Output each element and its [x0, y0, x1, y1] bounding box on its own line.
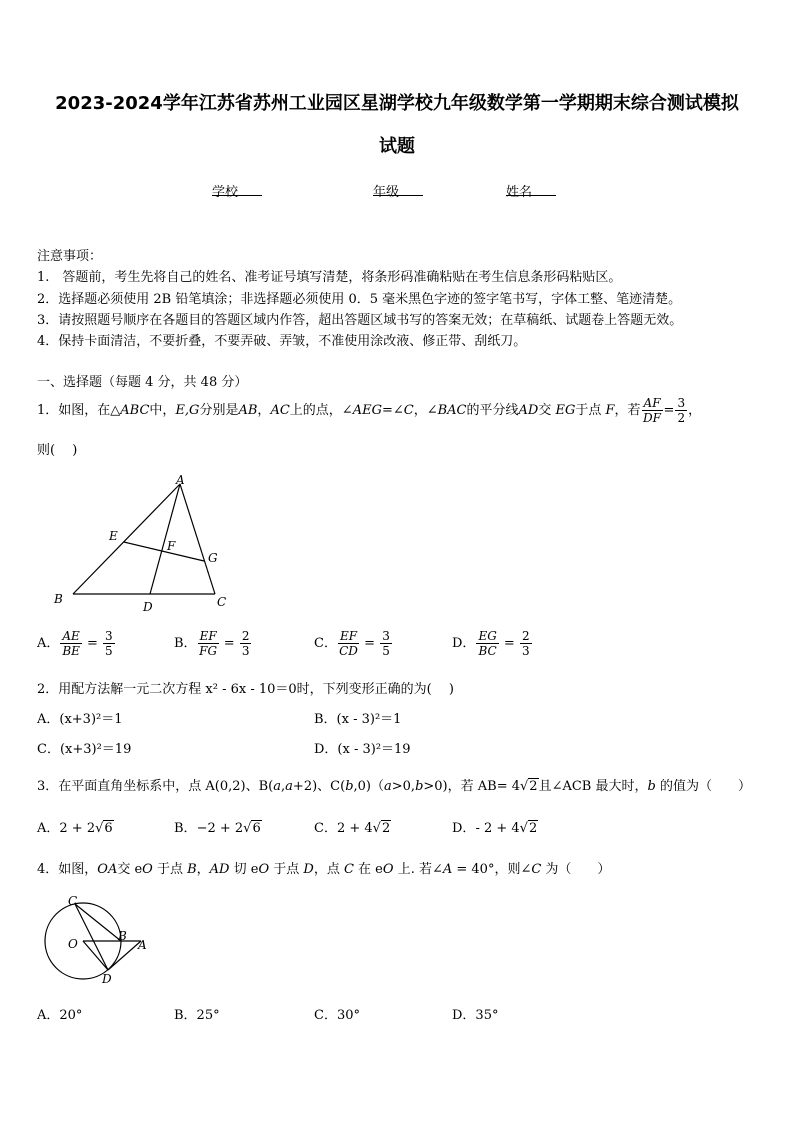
exam-title-line1: 2023-2024学年江苏省苏州工业园区星湖学校九年级数学第一学期期末综合测试模拟 — [55, 93, 739, 114]
q2-option-c[interactable]: C．(x+3)²＝19 — [37, 742, 132, 757]
q1-option-d[interactable]: D． $\frac{EG}{BC}$ = $\frac{2}{3}$ — [452, 629, 530, 658]
q4-option-c[interactable]: C．30° — [314, 1008, 360, 1023]
question-1-then: 则( ) — [37, 443, 78, 458]
label-c: C — [217, 595, 227, 609]
label-o: O — [68, 937, 78, 951]
notice-item-1: 1. 答题前，考生先将自己的姓名、准考证号填写清楚，将条形码准确粘贴在考生信息条形码粘贴区。 — [37, 270, 622, 285]
notice-item-4: 4．保持卡面清洁，不要折叠，不要弄破、弄皱，不准使用涂改液、修正带、刮纸刀。 — [37, 334, 527, 349]
notice-item-3: 3．请按照题号顺序在各题目的答题区域内作答，超出答题区域书写的答案无效；在草稿纸、试题卷上答题无效。 — [37, 313, 683, 328]
label-f: F — [167, 539, 176, 553]
q3-option-c[interactable]: C．2 + 4√2 — [314, 821, 391, 836]
q2-option-a[interactable]: A．(x+3)²＝1 — [37, 712, 123, 727]
q3-option-b[interactable]: B．−2 + 2√6 — [174, 821, 261, 836]
q2-option-d[interactable]: D．(x - 3)²＝19 — [314, 742, 411, 757]
question-1-text: 1．如图，在△ABC中，E,G分别是AB，AC上的点，∠AEG=∠C，∠BAC的平分线AD交 EG于点 F，若 $\frac{AF}{DF}$ = $\frac{3}{2}$ ， — [37, 396, 702, 425]
question-2-text: 2．用配方法解一元二次方程 x² - 6x - 10＝0时，下列变形正确的为( ) — [37, 682, 454, 697]
exam-title-line2: 试题 — [379, 136, 415, 157]
q1-option-c[interactable]: C． $\frac{EF}{CD}$ = $\frac{3}{5}$ — [314, 629, 390, 658]
circle-figure — [38, 890, 158, 990]
q4-option-d[interactable]: D．35° — [452, 1008, 499, 1023]
question-3-text: 3．在平面直角坐标系中，点 A(0,2)、B(a,a+2)、C(b,0)（a>0,b>0)，若 AB= 4√2且∠ACB 最大时，b 的值为（ ） — [37, 779, 751, 794]
label-a: A — [176, 473, 185, 487]
label-b: B — [54, 592, 63, 606]
name-label: 姓名 — [506, 185, 533, 200]
notice-heading: 注意事项： — [37, 249, 103, 264]
grade-label: 年级 — [373, 185, 400, 200]
label-e: E — [109, 529, 118, 543]
ratio-af-df: $\frac{AF}{DF}$ — [643, 396, 661, 425]
q3-option-d[interactable]: D．- 2 + 4√2 — [452, 821, 538, 836]
question-4-text: 4．如图，OA交 eO 于点 B，AD 切 eO 于点 D，点 C 在 eO 上. 若∠A = 40°，则∠C 为（ ） — [37, 862, 611, 877]
label-g: G — [208, 551, 218, 565]
q4-option-a[interactable]: A．20° — [37, 1008, 83, 1023]
q3-option-a[interactable]: A．2 + 2√6 — [37, 821, 113, 836]
label-a: A — [138, 938, 147, 952]
section-heading: 一、选择题（每题 4 分，共 48 分） — [37, 375, 248, 390]
label-c: C — [68, 894, 78, 908]
ratio-3-2: $\frac{3}{2}$ — [677, 396, 686, 425]
school-label: 学校 — [212, 185, 239, 200]
label-b: B — [118, 929, 127, 943]
q1-option-b[interactable]: B． $\frac{EF}{FG}$ = $\frac{2}{3}$ — [174, 629, 250, 658]
triangle-figure — [40, 470, 240, 620]
q1-option-a[interactable]: A． $\frac{AE}{BE}$ = $\frac{3}{5}$ — [37, 629, 113, 658]
label-d: D — [102, 972, 112, 986]
label-d: D — [143, 600, 153, 614]
q4-option-b[interactable]: B．25° — [174, 1008, 220, 1023]
notice-item-2: 2．选择题必须使用 2B 铅笔填涂；非选择题必须使用 0．5 毫米黑色字迹的签字笔书写，字体工整、笔迹清楚。 — [37, 292, 682, 307]
q2-option-b[interactable]: B．(x - 3)²＝1 — [314, 712, 402, 727]
